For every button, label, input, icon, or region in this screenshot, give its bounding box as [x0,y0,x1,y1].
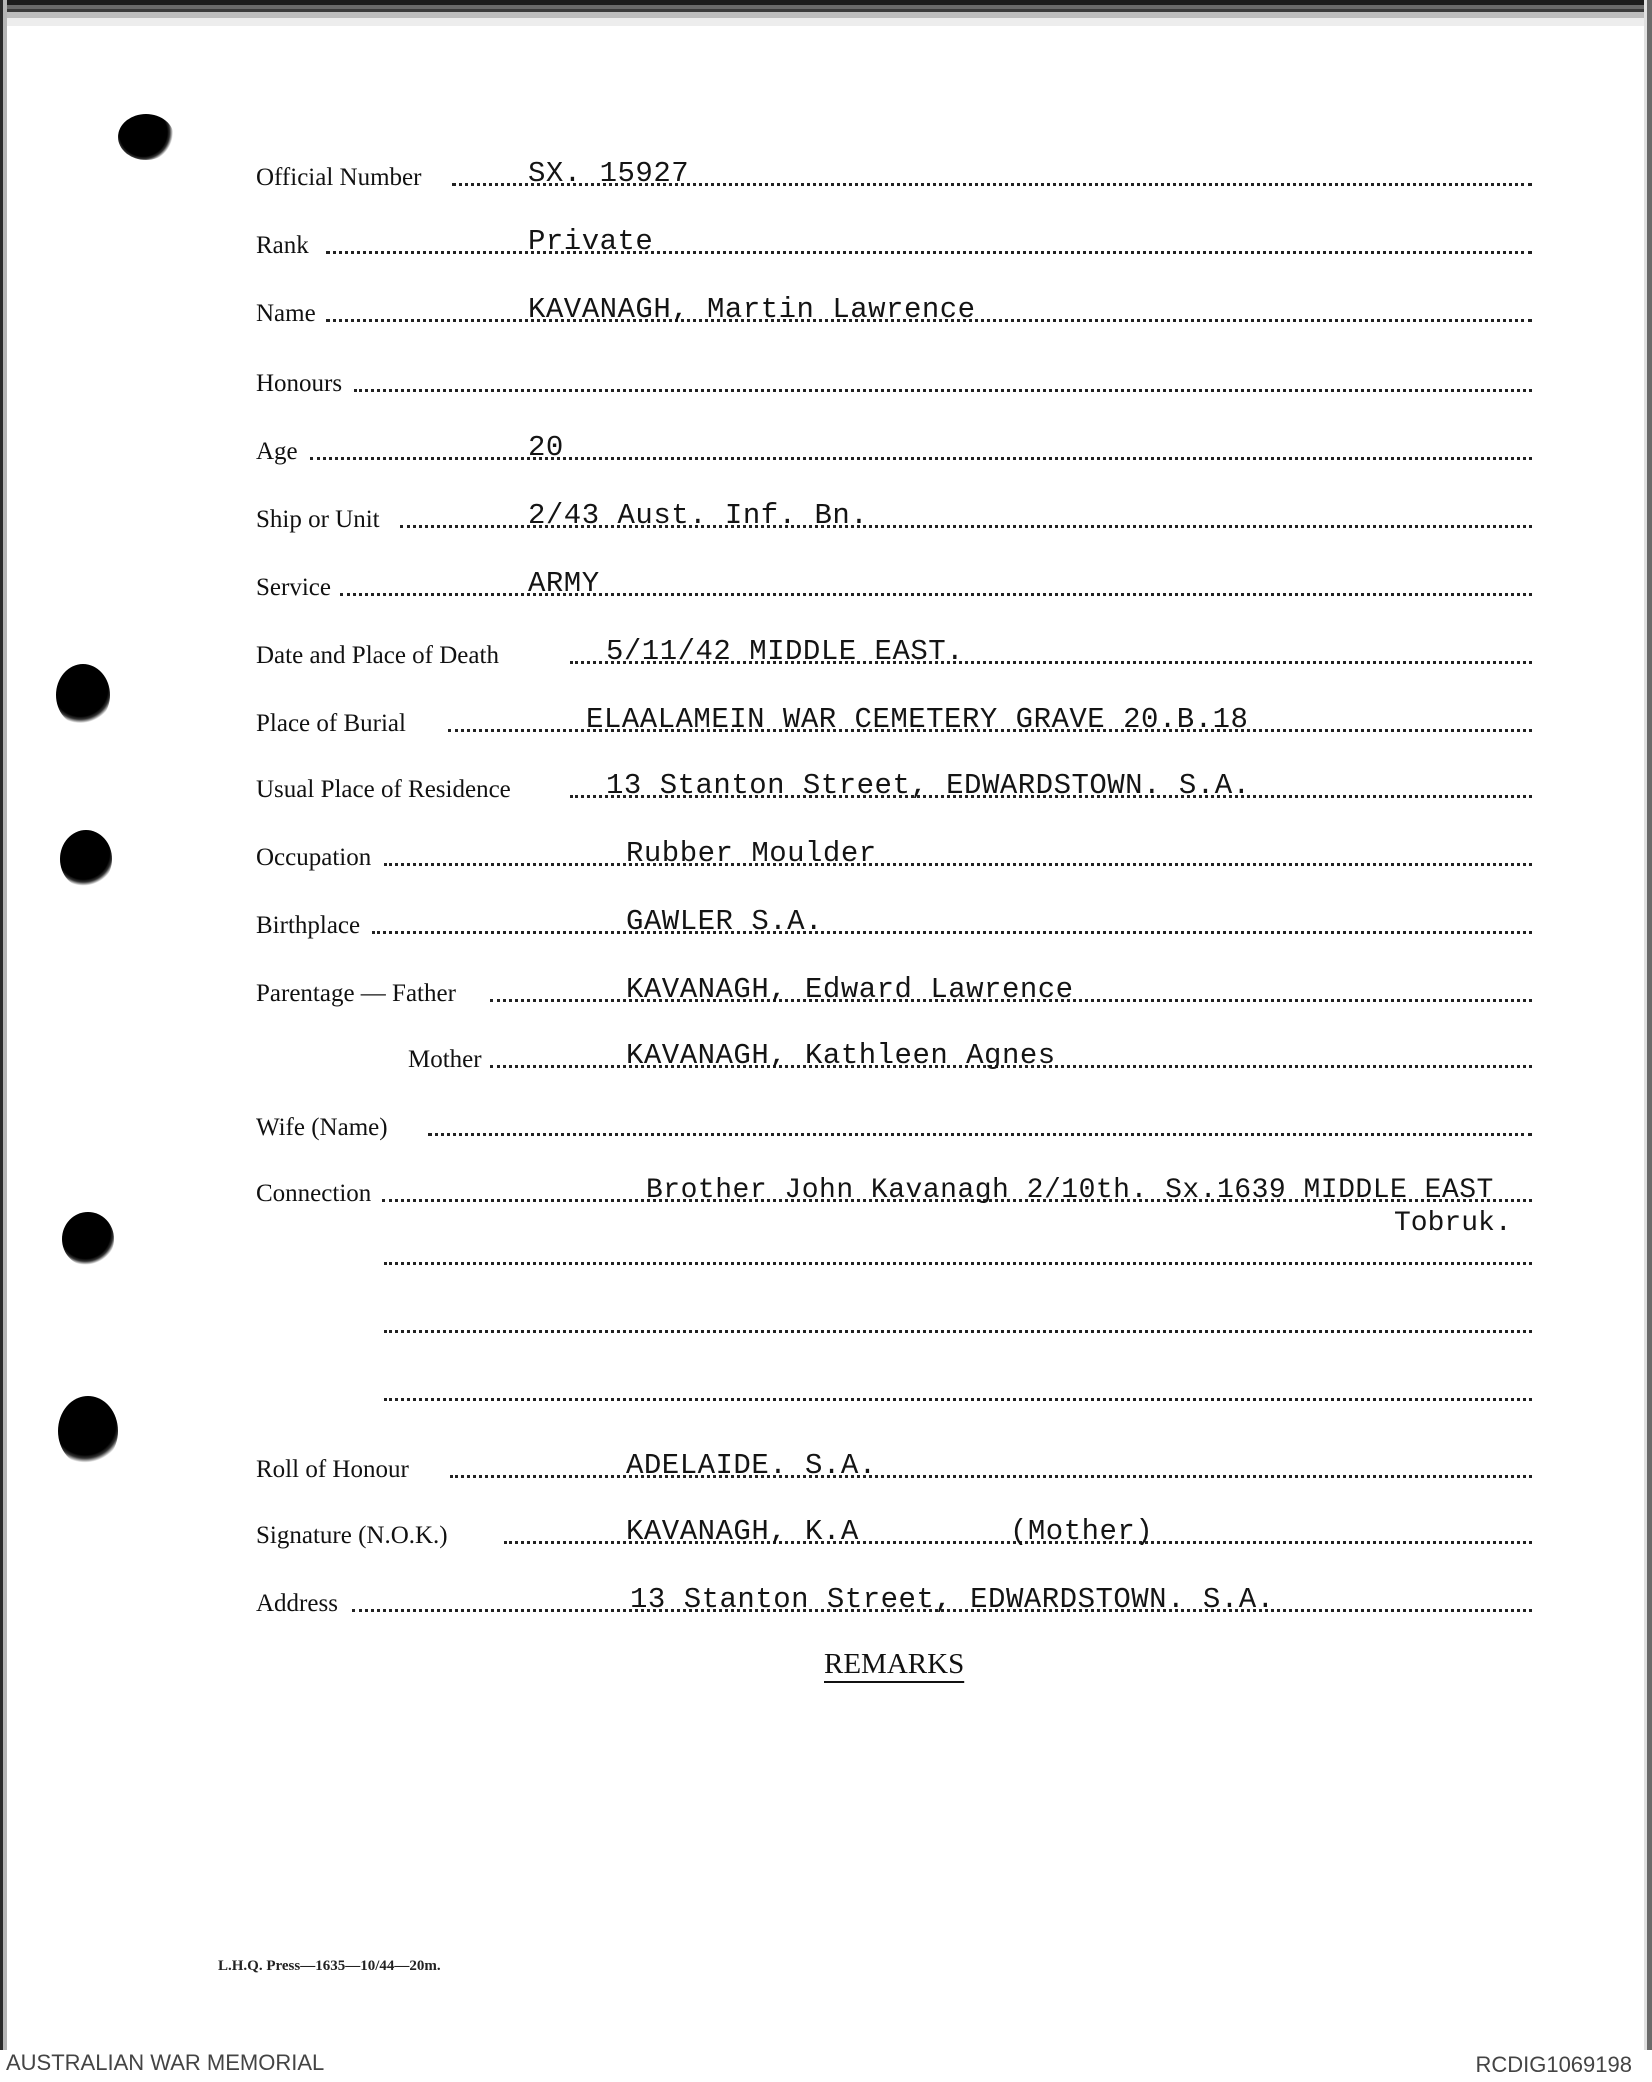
dotted-line [384,1330,1532,1333]
field-value: ELAALAMEIN WAR CEMETERY GRAVE 20.B.18 [586,703,1249,736]
field-rank [0,222,1652,266]
field-birthplace [0,902,1652,946]
dotted-line [340,593,1532,596]
field-value: ARMY [528,567,600,600]
signature-relation-note: (Mother) [1010,1515,1154,1548]
connection-value-line2: Tobruk. [1394,1208,1512,1239]
field-label: Mother [408,1046,482,1073]
field-value: KAVANAGH, Edward Lawrence [626,973,1074,1006]
footer-record-id: RCDIG1069198 [1475,2052,1632,2077]
field-label: Roll of Honour [256,1456,409,1483]
dotted-line [428,1133,1532,1136]
field-label: Usual Place of Residence [256,776,511,803]
field-label: Date and Place of Death [256,642,499,669]
field-ship-or-unit [0,496,1652,540]
dotted-line [326,251,1532,254]
field-name [0,290,1652,334]
field-value: 13 Stanton Street, EDWARDSTOWN. S.A. [606,769,1251,802]
dotted-line [450,1475,1532,1478]
field-date-place-of-death [0,632,1652,676]
field-mother [0,1036,1652,1080]
footer-source: AUSTRALIAN WAR MEMORIAL [6,2050,325,2075]
field-address [0,1580,1652,1624]
field-label: Address [256,1590,338,1617]
field-label: Wife (Name) [256,1114,388,1141]
dotted-line [384,1398,1532,1401]
field-value: Brother John Kavanagh 2/10th. Sx.1639 MIDDLE EAST [646,1175,1494,1206]
field-label: Birthplace [256,912,361,939]
field-value: Private [528,225,654,258]
field-label: Ship or Unit [256,506,380,533]
field-official-number [0,154,1652,198]
field-label: Place of Burial [256,710,406,737]
field-value: SX. 15927 [528,157,690,190]
field-label: Name [256,300,316,327]
field-value: ADELAIDE. S.A. [626,1449,877,1482]
field-roll-of-honour [0,1446,1652,1490]
field-age [0,428,1652,472]
archive-footer [0,2050,1652,2082]
field-value: 20 [528,431,564,464]
field-value: 5/11/42 MIDDLE EAST. [606,635,965,668]
press-mark: L.H.Q. Press—1635—10/44—20m. [218,1958,441,1974]
dotted-line [354,389,1532,392]
field-signature-nok [0,1512,1652,1556]
field-value: KAVANAGH, K.A [626,1515,859,1548]
field-label: Rank [256,232,309,259]
dotted-line [310,457,1532,460]
field-value: KAVANAGH, Martin Lawrence [528,293,976,326]
field-label: Occupation [256,844,372,871]
field-value: GAWLER S.A. [626,905,823,938]
dotted-line [384,863,1532,866]
field-label: Signature (N.O.K.) [256,1522,448,1549]
field-usual-residence [0,766,1652,810]
field-honours [0,360,1652,404]
punch-hole [62,1212,114,1266]
field-occupation [0,834,1652,878]
field-value: 13 Stanton Street, EDWARDSTOWN. S.A. [630,1583,1275,1616]
field-father [0,970,1652,1014]
field-label: Connection [256,1180,372,1207]
remarks-heading: REMARKS [824,1648,965,1680]
field-label: Official Number [256,164,422,191]
field-wife [0,1104,1652,1148]
field-label: Age [256,438,298,465]
field-service [0,564,1652,608]
field-value: Rubber Moulder [626,837,877,870]
field-place-of-burial [0,700,1652,744]
field-value: 2/43 Aust. Inf. Bn. [528,499,869,532]
field-label: Parentage — Father [256,980,456,1007]
field-value: KAVANAGH, Kathleen Agnes [626,1039,1056,1072]
scan-top-edge [0,0,1652,26]
field-label: Service [256,574,331,601]
field-label: Honours [256,370,343,397]
dotted-line [384,1262,1532,1265]
dotted-line [372,931,1532,934]
